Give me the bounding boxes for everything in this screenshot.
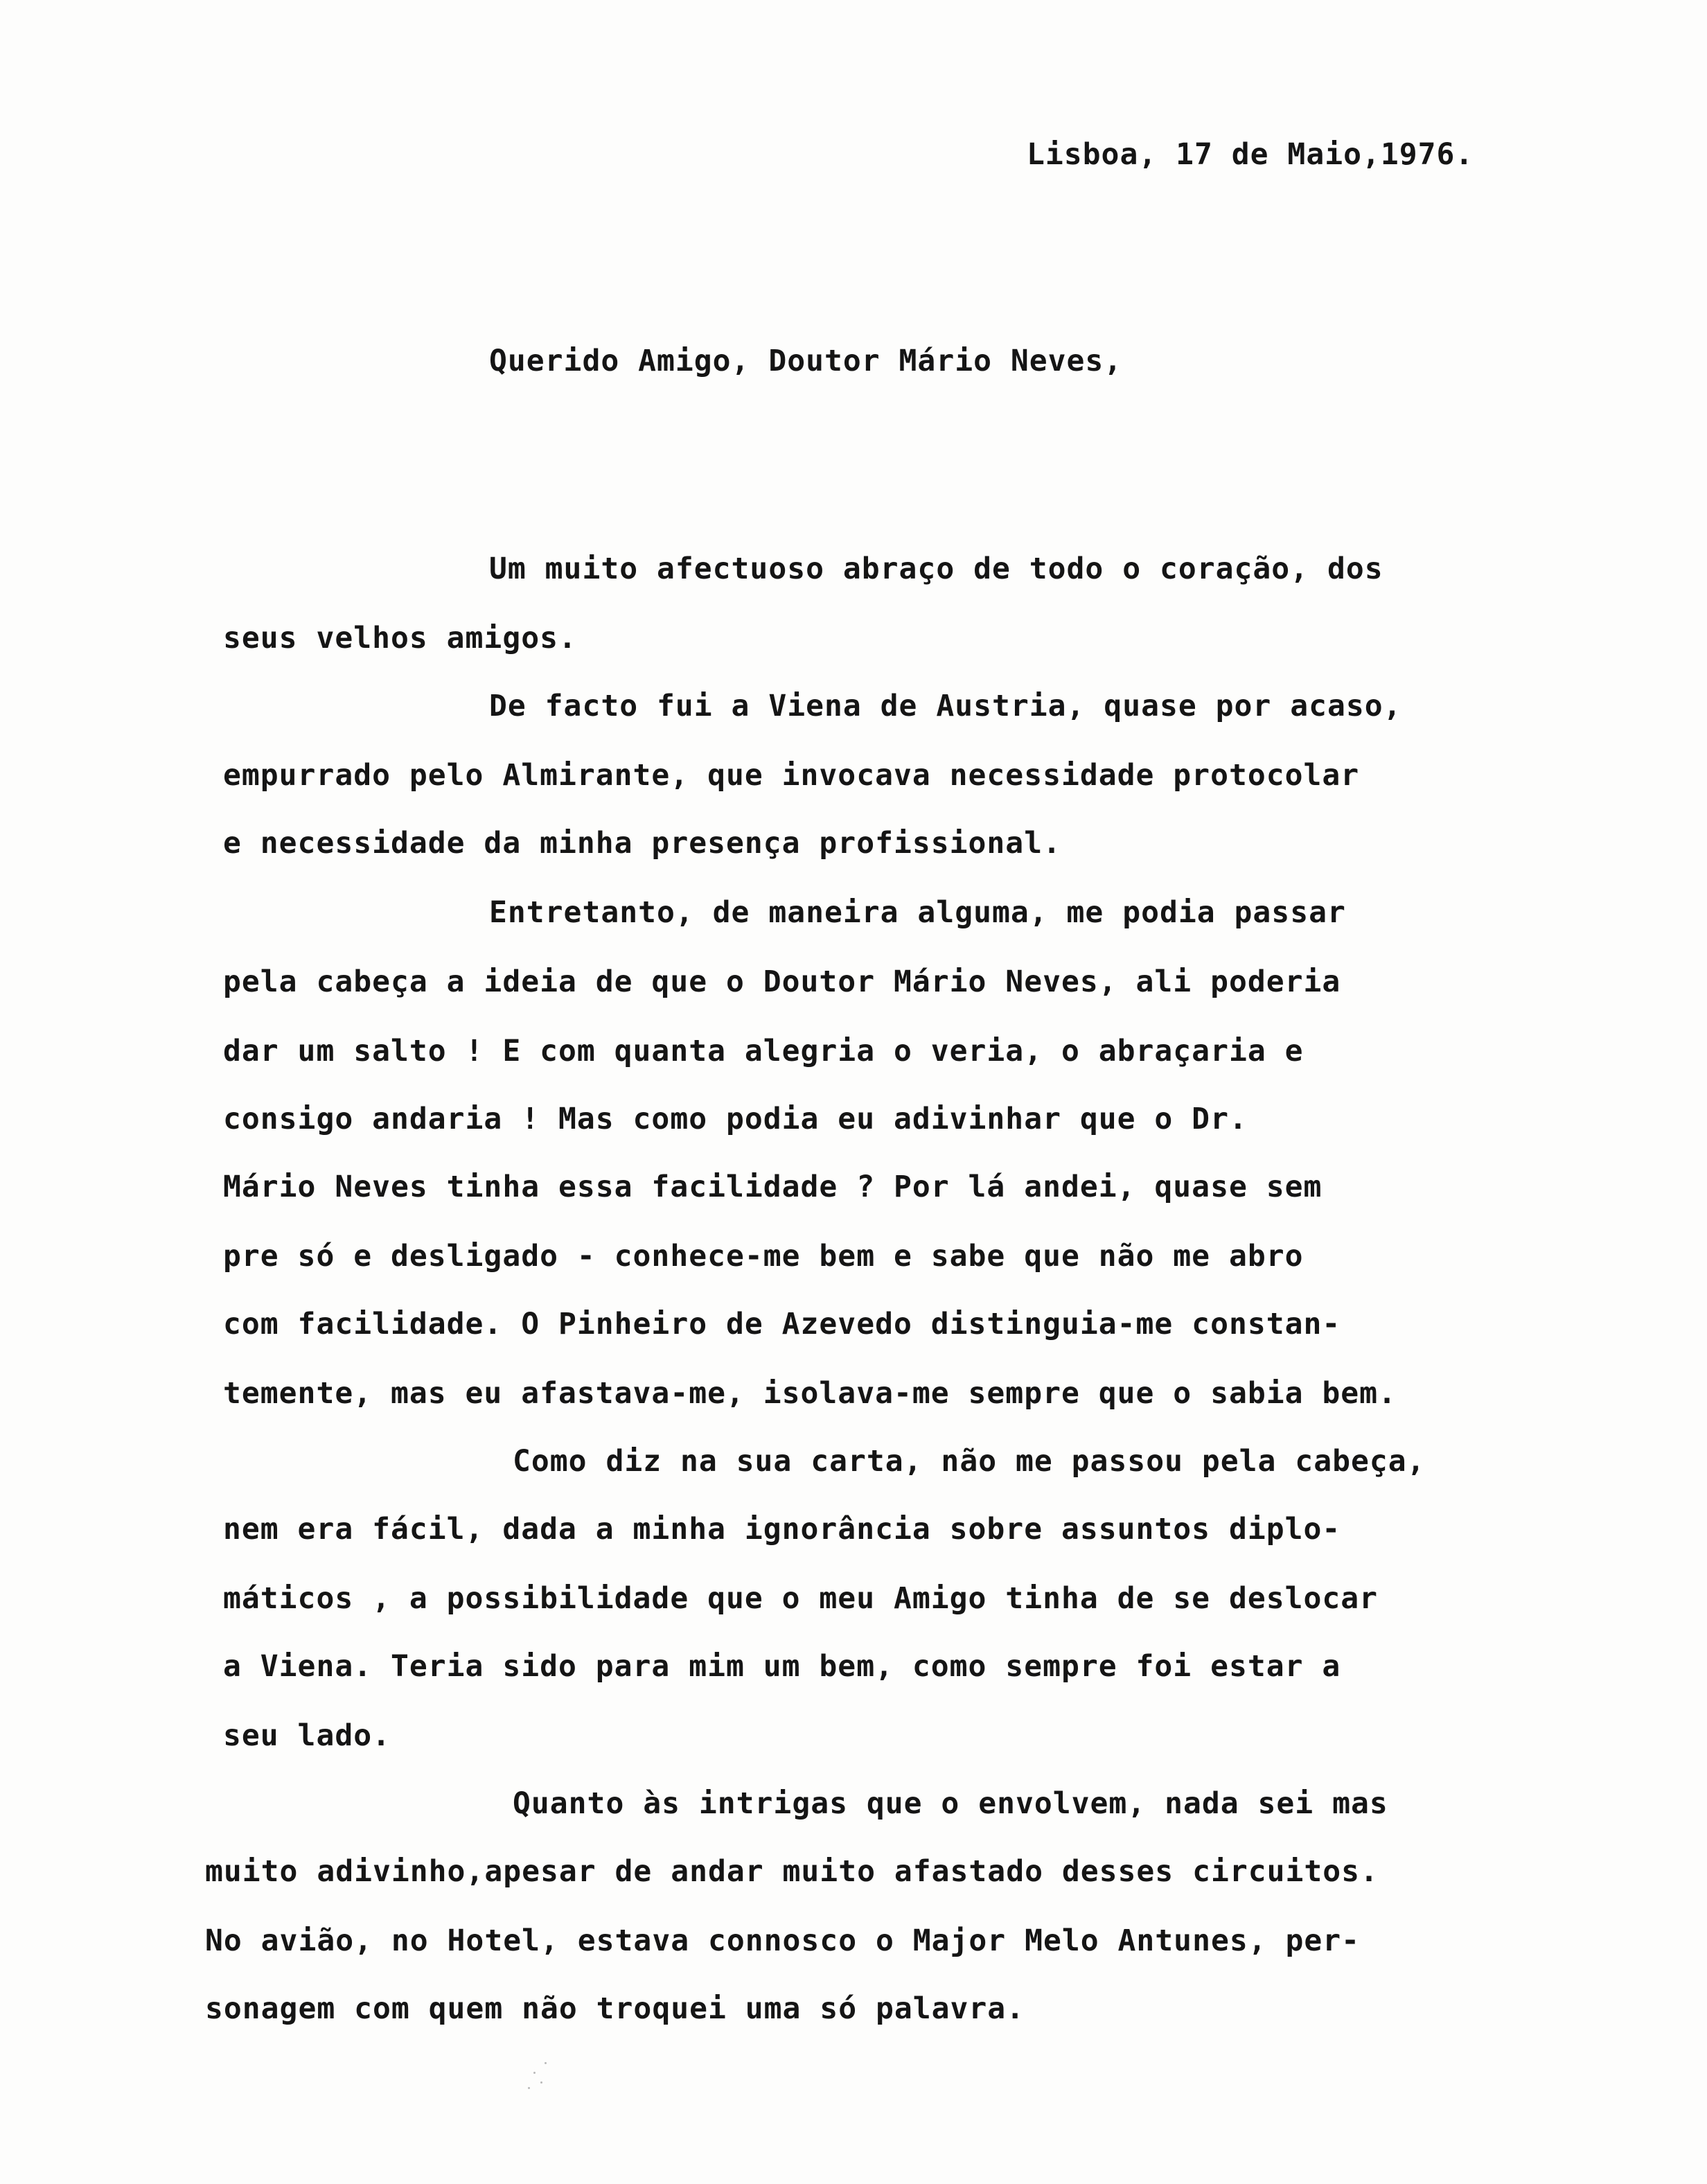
body-line: seus velhos amigos. (223, 621, 577, 655)
paper-speck (545, 2062, 547, 2064)
body-line: nem era fácil, dada a minha ignorância sobre assuntos diplo- (223, 1512, 1341, 1547)
letter-date: Lisboa, 17 de Maio,1976. (1027, 137, 1474, 172)
body-line: pre só e desligado - conhece-me bem e sabe que não me abro (223, 1239, 1304, 1274)
body-line: empurrado pelo Almirante, que invocava necessidade protocolar (223, 758, 1360, 793)
body-line: No avião, no Hotel, estava connosco o Major Melo Antunes, per- (205, 1923, 1361, 1958)
letter-salutation: Querido Amigo, Doutor Mário Neves, (489, 344, 1123, 378)
paper-speck (528, 2087, 530, 2089)
body-line: a Viena. Teria sido para mim um bem, como sempre foi estar a (223, 1649, 1341, 1684)
body-line: muito adivinho,apesar de andar muito afastado desses circuitos. (205, 1854, 1379, 1889)
paper-speck (533, 2072, 536, 2074)
body-line: De facto fui a Viena de Austria, quase por acaso, (489, 689, 1402, 723)
body-line: sonagem com quem não troquei uma só palavra. (205, 1991, 1025, 2026)
body-line: com facilidade. O Pinheiro de Azevedo distinguia-me constan- (223, 1307, 1341, 1341)
body-line: e necessidade da minha presença profissional. (223, 826, 1061, 861)
body-line: Mário Neves tinha essa facilidade ? Por lá andei, quase sem (223, 1170, 1323, 1204)
body-line: seu lado. (223, 1718, 391, 1753)
body-line: pela cabeça a ideia de que o Doutor Mário Neves, ali poderia (223, 965, 1341, 999)
body-line: máticos , a possibilidade que o meu Amigo tinha de se deslocar (223, 1581, 1379, 1616)
body-line: Como diz na sua carta, não me passou pela cabeça, (513, 1444, 1426, 1479)
body-line: Entretanto, de maneira alguma, me podia passar (489, 895, 1346, 930)
paper-speck (540, 2081, 542, 2084)
body-line: Quanto às intrigas que o envolvem, nada sei mas (513, 1786, 1388, 1821)
body-line: temente, mas eu afastava-me, isolava-me sempre que o sabia bem. (223, 1376, 1397, 1411)
body-line: consigo andaria ! Mas como podia eu adivinhar que o Dr. (223, 1102, 1248, 1136)
body-line: dar um salto ! E com quanta alegria o veria, o abraçaria e (223, 1034, 1304, 1068)
body-line: Um muito afectuoso abraço de todo o coração, dos (489, 552, 1383, 586)
